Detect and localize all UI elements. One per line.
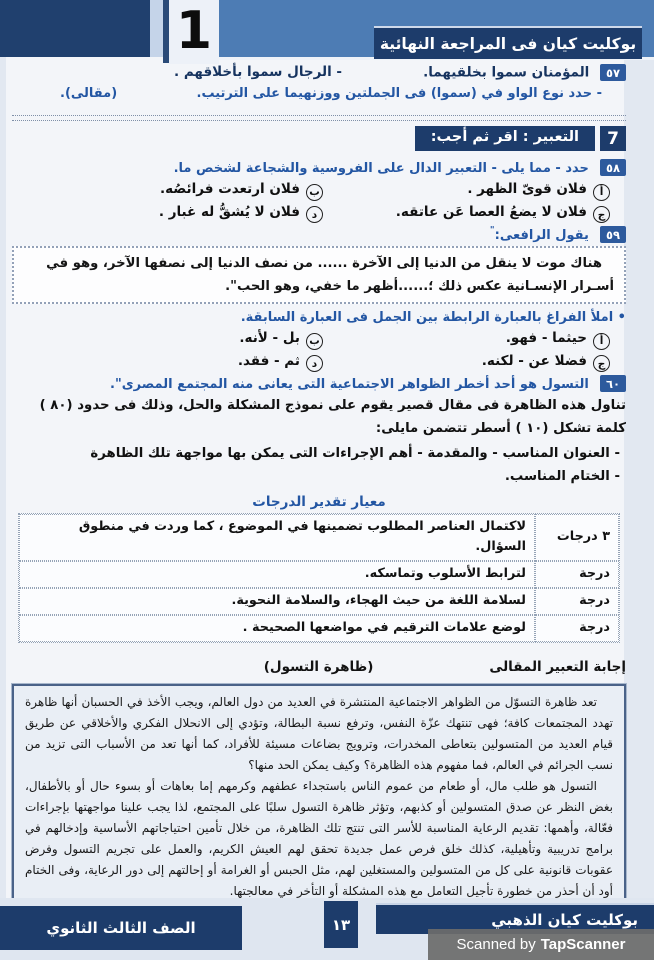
option-d [12, 353, 323, 371]
question-59 [12, 224, 626, 243]
option-text: ثم - فقد. [237, 352, 300, 369]
option-letter: د [306, 206, 323, 223]
option-b [12, 181, 323, 199]
criteria-desc: لترابط الأسلوب وتماسكه. [19, 561, 535, 588]
section-7-header [12, 126, 626, 151]
answer-paragraph-1: تعد ظاهرة التسوّل من الظواهر الاجتماعية المنتشرة في العديد من دول العالم، ويجب الأخذ في الحسبان أنها ظاهرة تهدد المجتمعات كافة؛ فهى تنتهك عزّة النفس، وترفع نسبة البطالة، وتؤدي إلى الانحلال الفكري والأخلاقي عن طريق قيام العديد من المتسولين بتعاطى المخدرات، وترويج بضاعات مسيئة للأفراد، كما أنها تعد من الأسباب التى تزيد من نسب الجرائم في العالم، فما مفهوم هذه الظاهرة؟ وكيف يمكن الحد منها؟ [25, 695, 613, 772]
question-60-lead: التسول هو أحد أخطر الظواهر الاجتماعية التى يعانى منه المجتمع المصرى". [110, 377, 589, 392]
option-text: فلان لا يضعُ العصا عَن عاتقه. [395, 203, 587, 220]
question-58-lead: حدد - مما يلى - التعبير الدال على الفروسية والشجاعة لشخص ما. [173, 161, 589, 176]
page-number: ١٣ [324, 901, 358, 948]
criteria-desc: لوضع علامات الترقيم في مواضعها الصحيحة . [19, 615, 535, 642]
question-57-text2: - الرجال سموا بأخلاقهم . [174, 64, 343, 80]
criteria-table [18, 513, 620, 643]
option-a [323, 181, 610, 199]
dotted-separator [12, 115, 626, 121]
question-60 [12, 373, 626, 392]
option-b [12, 330, 323, 348]
question-57-number: ٥٧ [600, 64, 626, 81]
option-text: بل - لأنه. [239, 330, 300, 346]
question-59-quote-box: هناك موت لا ينقل من الدنيا إلى الآخرة ...... من نصف الدنيا إلى نصفها الآخر، وهو في أسـرار الإنسـانية عكس ذلك ؛......أظهر ما خفي، وهو الحب". [12, 246, 626, 304]
question-59-lead: يقول الرافعى: [494, 228, 589, 243]
question-60-number: ٦٠ [600, 375, 626, 392]
question-57 [12, 60, 626, 86]
option-letter: د [306, 355, 323, 372]
option-d [12, 204, 323, 222]
criteria-grade: درجة [535, 588, 619, 615]
section-7-number: 7 [600, 126, 626, 151]
option-text: فلان ارتعدت فرائصُه. [159, 181, 300, 197]
option-a [323, 330, 610, 348]
question-59-options [12, 330, 626, 370]
option-text: فلان قوىّ الظهر . [467, 181, 587, 197]
scanner-watermark-prefix: Scanned by [456, 936, 536, 953]
option-letter: ج [593, 355, 610, 372]
question-57-text: المؤمنان سموا بخلقيهما. [423, 64, 590, 81]
criteria-title: معيار تقدير الدرجات [252, 494, 386, 510]
criteria-grade: درجة [535, 561, 619, 588]
question-59-bullet: • املأ الفراغ بالعبارة الرابطة بين الجمل فى العبارة السابقة. [240, 310, 626, 325]
model-answer-box [12, 684, 626, 910]
question-60-point-2: - الختام المناسب. [504, 469, 620, 484]
question-58-number: ٥٨ [600, 159, 626, 176]
criteria-grade: درجة [535, 615, 619, 642]
answer-label: إجابة التعبير المقالى [489, 659, 626, 675]
option-c [323, 204, 610, 222]
section-7-title: التعبير : اقر ثم أجب: [415, 126, 595, 151]
quote-mark: " [489, 225, 495, 236]
question-60-point-1: - العنوان المناسب - والمقدمة - أهم الإجراءات التى يمكن بها مواجهة تلك الظاهرة [90, 446, 620, 461]
scanner-watermark [428, 929, 654, 960]
footer-booklet-name: بوكليت كيان الذهبي [376, 903, 654, 934]
option-letter: ب [306, 184, 323, 201]
question-58-options [12, 181, 626, 221]
question-57-directive: - حدد نوع الواو في (سموا) فى الجملتين ووزنهيما على الترتيب. [196, 86, 602, 101]
scanner-watermark-brand: TapScanner [540, 936, 626, 953]
criteria-desc: لاكتمال العناصر المطلوب تضمينها في الموضوع ، كما وردت في منطوق السؤال. [19, 514, 535, 561]
answer-header [12, 659, 626, 681]
footer-grade-label: الصف الثالث الثانوي [0, 906, 242, 950]
criteria-grade: ٣ درجات [535, 514, 619, 561]
header-light-strip [150, 0, 163, 57]
question-58 [12, 157, 626, 176]
option-c [323, 353, 610, 371]
option-text: فلان لا يُشقُّ له غبار . [158, 203, 300, 220]
header-left-block [0, 0, 150, 57]
option-text: حيثما - فهو. [505, 330, 587, 346]
option-letter: أ [593, 184, 610, 201]
question-59-number: ٥٩ [600, 226, 626, 243]
question-57-directive-row [12, 86, 626, 106]
criteria-desc: لسلامة اللغة من حيث الهجاء، والسلامة النحوية. [19, 588, 535, 615]
question-57-type-tag: (مقالى). [60, 86, 118, 101]
answer-paragraph-2: التسول هو طلب مال، أو طعام من عموم الناس باستجداء عطفهم وكرمهم إما بعاهات أو بسوء حال أو بالأطفال، بغض النظر عن صدق المتسولين أو كذبهم، وتؤثر ظاهرة التسول سلبًا على المجتمع، لذا يجب علينا مواجهتها بإجراءات فعّالة، وأهمها: تقديم الرعاية المناسبة للأسر التى تنتج تلك الظاهرة، من خلال تأمين احتياجاتهم الأساسية وإدخالهم في برامج تدريبية وتأهيلية، كذلك خلق فرص عمل جديدة تحقق لهم العيش الكريم، والعمل على تجريم التسول وفرض عقوبات قانونية على كل من المتسولين والمستغلين لهم، مثل الحبس أو الغرامة أو إحالتهم إلى دور الرعاية، وفى الختام أود أن أحذر من خطورة تأجيل التعامل مع هذه المشكلة أو التأخر في معالجتها. [25, 779, 613, 898]
option-letter: ب [306, 333, 323, 350]
answer-topic: (ظاهرة التسول) [263, 659, 374, 675]
option-letter: ج [593, 206, 610, 223]
unit-number: 1 [169, 0, 219, 64]
question-60-body: تناول هذه الظاهرة فى مقال قصير يقوم على نموذج المشكلة والحل، وذلك فى حدود (٨٠ ) كلمة تشكل (١٠ ) أسطر تتضمن مايلى: [39, 398, 626, 436]
option-text: فضلا عن - لكنه. [481, 352, 587, 369]
option-letter: أ [593, 333, 610, 350]
page-content [12, 60, 626, 910]
booklet-title: بوكليت كيان فى المراجعة النهائية [374, 26, 642, 59]
